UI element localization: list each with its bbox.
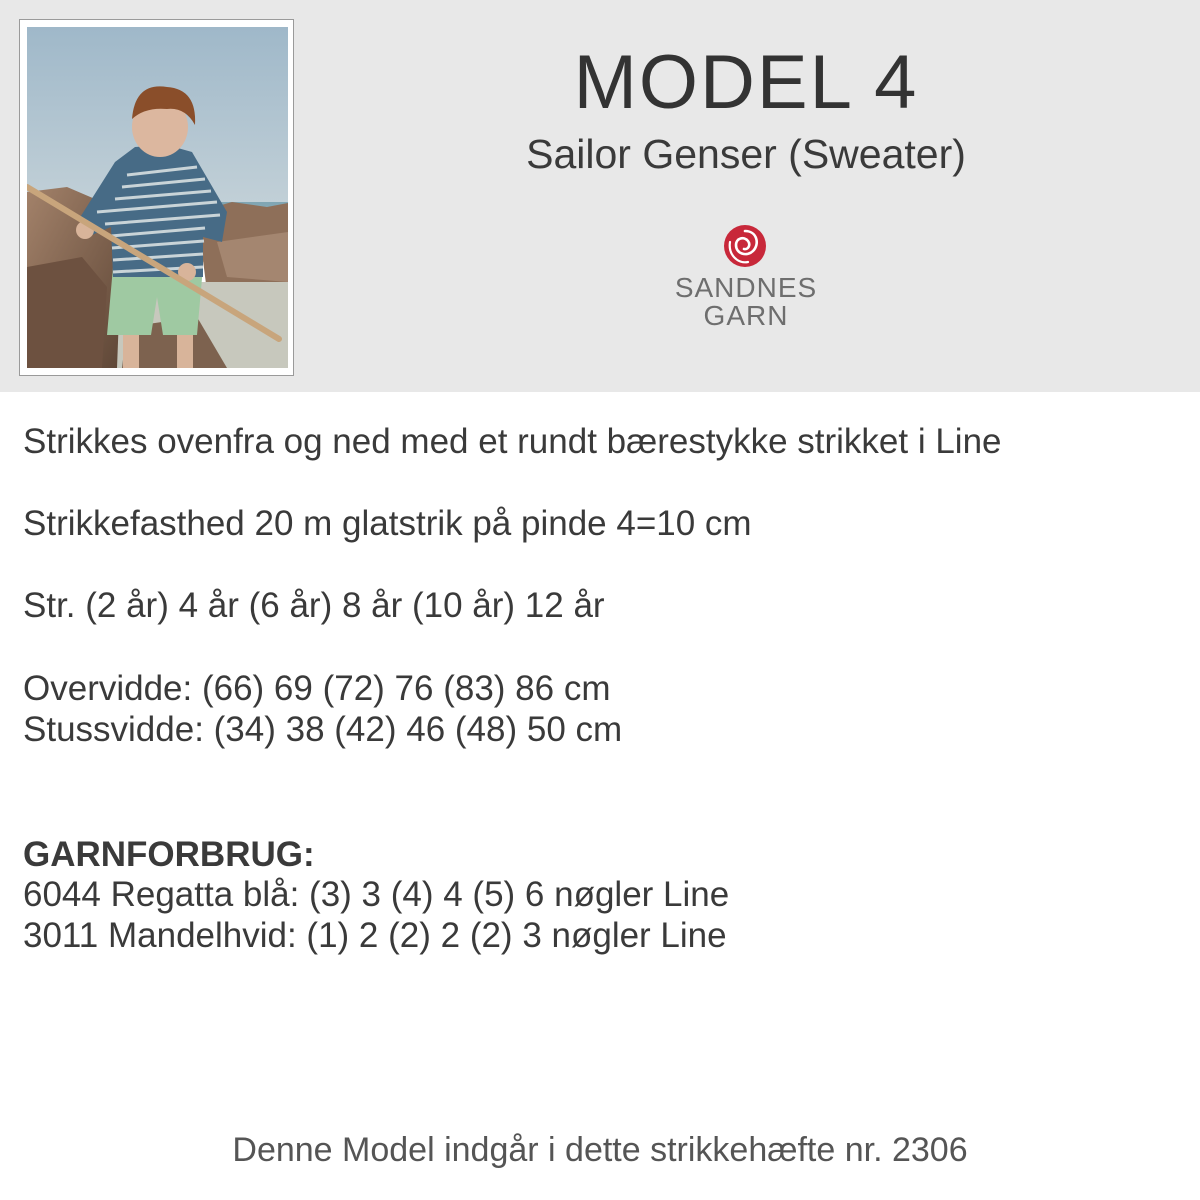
gauge-text: Strikkefasthed 20 m glatstrik på pinde 4=10 cm xyxy=(23,504,752,543)
sandnes-garn-logo xyxy=(662,218,830,338)
yarn-heading: GARNFORBRUG: xyxy=(23,835,315,874)
construction-text: Strikkes ovenfra og ned med et rundt bærestykke strikket i Line xyxy=(23,422,1002,461)
brand-name-line2: GARN xyxy=(703,300,789,331)
rose-logo-icon xyxy=(720,222,770,270)
model-title: MODEL 4 xyxy=(573,40,919,125)
yarn-item: 3011 Mandelhvid: (1) 2 (2) 2 (2) 3 nøgler Line xyxy=(23,916,727,955)
booklet-reference: Denne Model indgår i dette strikkehæfte nr. 2306 xyxy=(232,1131,968,1169)
sizes-text: Str. (2 år) 4 år (6 år) 8 år (10 år) 12 år xyxy=(23,586,605,625)
hip-measurement: Stussvidde: (34) 38 (42) 46 (48) 50 cm xyxy=(23,710,623,749)
model-photo-frame xyxy=(19,19,294,376)
model-subtitle: Sailor Genser (Sweater) xyxy=(526,131,966,177)
model-photo xyxy=(27,27,288,368)
yarn-item: 6044 Regatta blå: (3) 3 (4) 4 (5) 6 nøgler Line xyxy=(23,875,730,914)
chest-measurement: Overvidde: (66) 69 (72) 76 (83) 86 cm xyxy=(23,669,611,708)
brand-name-line1: SANDNES xyxy=(674,272,818,303)
